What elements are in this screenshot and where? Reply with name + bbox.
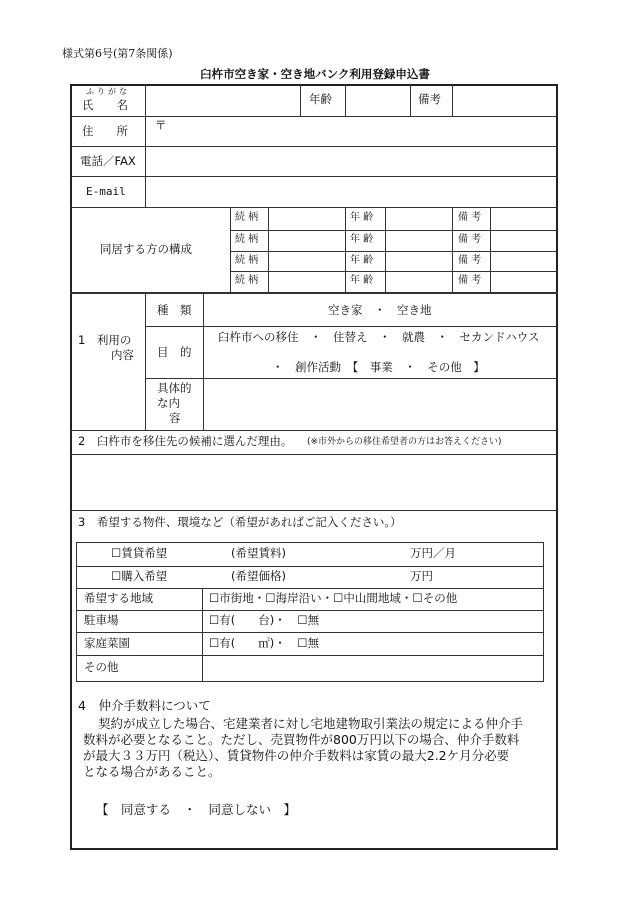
relation-label: 続 柄 xyxy=(235,234,259,245)
fee-body-line: 契約が成立した場合、宅建業者に対し宅地建物取引業法の規定による仲介手 xyxy=(98,716,524,731)
buy-price-label: (希望価格) xyxy=(231,569,286,583)
type-options[interactable]: 空き家 ・ 空き地 xyxy=(328,303,432,317)
rent-unit: 万円／月 xyxy=(410,546,456,560)
detail-label-2: な内 xyxy=(157,396,180,410)
fee-body xyxy=(83,716,553,780)
detail-label-3: 容 xyxy=(169,411,181,425)
fee-body-line: が最大３３万円（税込）、賃貸物件の仲介手数料は家賃の最大2.2ケ月分必要 xyxy=(83,748,510,763)
postal-mark: 〒 xyxy=(155,118,167,132)
detail-field[interactable] xyxy=(204,379,556,429)
relation-label: 続 柄 xyxy=(235,275,259,286)
other-label: その他 xyxy=(84,660,119,674)
household-remarks-label: 備 考 xyxy=(458,234,482,245)
purpose-options[interactable]: 臼杵市への移住 ・ 住替え ・ 就農 ・ セカンドハウス xyxy=(218,330,540,344)
fee-body-line: 数料が必要となること。ただし、売買物件が800万円以下の場合、仲介手数料 xyxy=(83,732,520,747)
household-age-label: 年 齢 xyxy=(350,275,374,286)
household-age-label: 年 齢 xyxy=(350,212,374,223)
household-age-label: 年 齢 xyxy=(350,255,374,266)
age-label: 年齢 xyxy=(309,92,332,106)
household-remarks-label: 備 考 xyxy=(458,212,482,223)
household-age-label: 年 齢 xyxy=(350,234,374,245)
buy-unit: 万円 xyxy=(410,569,433,583)
age-field[interactable] xyxy=(346,85,409,115)
relation-label: 続 柄 xyxy=(235,212,259,223)
household-label: 同居する方の構成 xyxy=(100,242,192,256)
garden-label: 家庭菜園 xyxy=(84,636,130,650)
address-label: 住 所 xyxy=(82,124,128,138)
email-label: E-mail xyxy=(86,185,126,198)
name-label: 氏 名 xyxy=(82,98,128,112)
reason-note: (※市外からの移住希望者の方はお答えください) xyxy=(307,437,502,447)
remarks-label: 備考 xyxy=(418,92,441,106)
purpose-label: 目 的 xyxy=(157,345,192,359)
phone-fax-label: 電話／FAX xyxy=(80,154,136,168)
name-field[interactable] xyxy=(146,85,299,115)
preferences-heading: 3 希望する物件、環境など（希望があればご記入ください。） xyxy=(78,515,402,529)
reason-heading: 2 臼杵市を移住先の候補に選んだ理由。 xyxy=(78,434,293,448)
parking-label: 駐車場 xyxy=(84,613,119,627)
fee-body-line: となる場合があること。 xyxy=(83,764,221,779)
type-label: 種 類 xyxy=(157,303,192,317)
phone-fax-field[interactable] xyxy=(146,147,556,175)
detail-label: 具体的 xyxy=(157,381,192,395)
usage-label-2: 内容 xyxy=(111,348,134,362)
household-remarks-label: 備 考 xyxy=(458,255,482,266)
consent-options[interactable]: 【 同意する ・ 同意しない 】 xyxy=(96,802,297,817)
form-number: 様式第6号(第7条関係) xyxy=(62,47,173,60)
form-title: 臼杵市空き家・空き地バンク利用登録申込書 xyxy=(200,67,430,81)
area-options[interactable]: ☐市街地・☐海岸沿い・☐中山間地域・☐その他 xyxy=(209,591,458,605)
buy-checkbox[interactable]: ☐購入希望 xyxy=(111,569,168,583)
relation-label: 続 柄 xyxy=(235,255,259,266)
remarks-field[interactable] xyxy=(453,85,556,115)
rent-price-label: (希望賃料) xyxy=(231,546,286,560)
fee-heading: 4 仲介手数料について xyxy=(78,698,211,713)
other-field[interactable] xyxy=(203,656,543,681)
email-field[interactable] xyxy=(146,177,556,206)
household-remarks-label: 備 考 xyxy=(458,275,482,286)
purpose-options-2[interactable]: ・ 創作活動 【 事業 ・ その他 】 xyxy=(272,360,485,374)
garden-options[interactable]: ☐有( ㎡)・ ☐無 xyxy=(209,636,320,650)
furigana-label: ふりがな xyxy=(86,87,130,96)
usage-label: 1 利用の xyxy=(78,333,132,347)
rent-checkbox[interactable]: ☐賃貸希望 xyxy=(111,546,168,560)
reason-field[interactable] xyxy=(71,455,557,509)
area-label: 希望する地域 xyxy=(84,591,153,605)
address-field[interactable] xyxy=(170,117,556,145)
parking-options[interactable]: ☐有( 台)・ ☐無 xyxy=(209,613,320,627)
